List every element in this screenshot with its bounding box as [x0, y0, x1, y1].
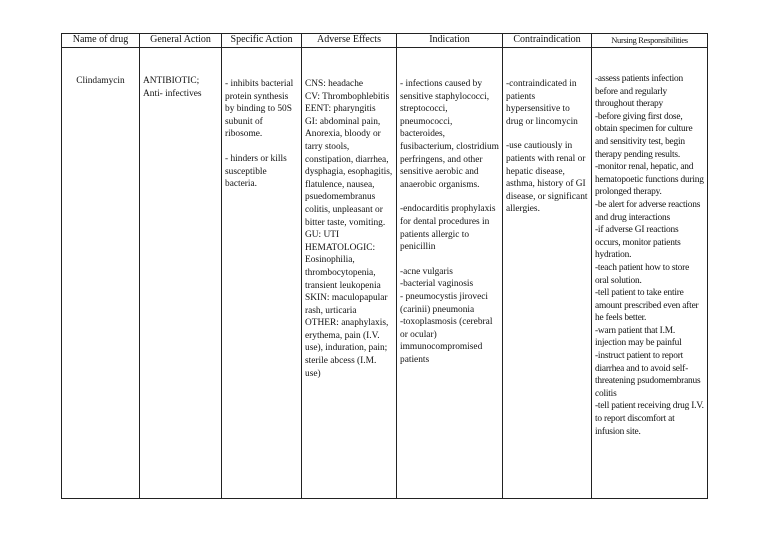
header-name-of-drug: Name of drug — [62, 34, 140, 48]
nursing-item: -assess patients infection before and regularly throughout therapy — [595, 74, 684, 110]
nursing-item: -instruct patient to report diarrhea and to avoid self-threatening psudomembranus colitis — [595, 351, 701, 399]
general-action-line: Anti- infectives — [143, 88, 202, 99]
general-action-cell — [140, 48, 222, 499]
indication-item: -toxoplasmosis (cerebral or ocular) immunocompromised patients — [400, 317, 493, 365]
header-nursing-responsibilities: Nursing Responsibilities — [592, 34, 708, 48]
nursing-item: -be alert for adverse reactions and drug interactions — [595, 199, 701, 223]
drug-name: Clindamycin — [76, 76, 125, 86]
nursing-item: -if adverse GI reactions occurs, monitor patients hydration. — [595, 225, 681, 261]
indication-item: - infections caused by sensitive staphylococci, streptococci, pneumococci, bacteroides, fusibacterium, clostridium perfringens, and other sensitive aerobic and anaerobic organisms. — [400, 79, 499, 190]
adverse-effect-item: GU: UTI — [305, 230, 340, 241]
contraindication-item: -contraindicated in patients hypersensitive to drug or lincomycin — [506, 79, 578, 127]
specific-action-cell — [222, 48, 302, 499]
drug-name-cell — [62, 48, 140, 499]
adverse-effect-item: EENT: pharyngitis — [305, 104, 376, 115]
adverse-effect-item: CNS: headache — [305, 79, 364, 89]
indication-item: -bacterial vaginosis — [400, 279, 474, 290]
specific-action-item: - inhibits bacterial protein synthesis by binding to 50S subunit of ribosome. — [225, 79, 294, 140]
specific-action-item: - hinders or kills susceptible bacteria. — [225, 153, 287, 190]
indication-item: - pneumocystis jiroveci (carinii) pneumonia — [400, 291, 489, 315]
header-specific-action: Specific Action — [222, 34, 302, 48]
nursing-item: -before giving first dose, obtain specimen for culture and sensitivity test, begin therapy pending results. — [595, 111, 693, 160]
adverse-effect-item: GI: abdominal pain, Anorexia, bloody or tarry stools, constipation, diarrhea, dysphagia, esophagitis, flatulence, nausea, psuedomembranus colitis, unpleasant or bitter taste, vomiting. — [305, 116, 393, 228]
general-action-line: ANTIBIOTIC; — [143, 76, 200, 86]
adverse-effect-item: OTHER: anaphylaxis, erythema, pain (I.V. use), induration, pain; sterile abcess (I.M. use) — [305, 318, 389, 379]
adverse-effect-item: CV: Thrombophlebitis — [305, 91, 390, 102]
contraindication-cell — [503, 48, 592, 499]
drug-row — [62, 48, 708, 499]
nursing-item: -warn patient that I.M. injection may be painful — [595, 325, 682, 349]
header-adverse-effects: Adverse Effects — [302, 34, 397, 48]
indication-item: -endocarditis prophylaxis for dental procedures in patients allergic to penicillin — [400, 204, 496, 253]
header-row — [62, 34, 708, 48]
adverse-effect-item: HEMATOLOGIC: Eosinophilia, thrombocytopenia, transient leukopenia — [305, 242, 381, 291]
nursing-item: -tell patient to take entire amount prescribed even after he feels better. — [595, 288, 699, 324]
header-indication: Indication — [397, 34, 503, 48]
drug-table — [61, 33, 708, 499]
adverse-effects-cell — [302, 48, 397, 499]
nursing-responsibilities-cell — [592, 48, 708, 499]
contraindication-item: -use cautiously in patients with renal or hepatic disease, asthma, history of GI disease, or significant allergies. — [506, 141, 588, 215]
nursing-item: -tell patient receiving drug I.V. to report discomfort at infusion site. — [595, 401, 704, 437]
indication-cell — [397, 48, 503, 499]
nursing-item: -teach patient how to store oral solution. — [595, 262, 690, 286]
nursing-item: -monitor renal, hepatic, and hematopoetic functions during prolonged therapy. — [595, 162, 704, 198]
indication-item: -acne vulgaris — [400, 266, 453, 277]
header-contraindication: Contraindication — [503, 34, 592, 48]
header-general-action: General Action — [140, 34, 222, 48]
adverse-effect-item: SKIN: maculopapular rash, urticaria — [305, 293, 388, 316]
